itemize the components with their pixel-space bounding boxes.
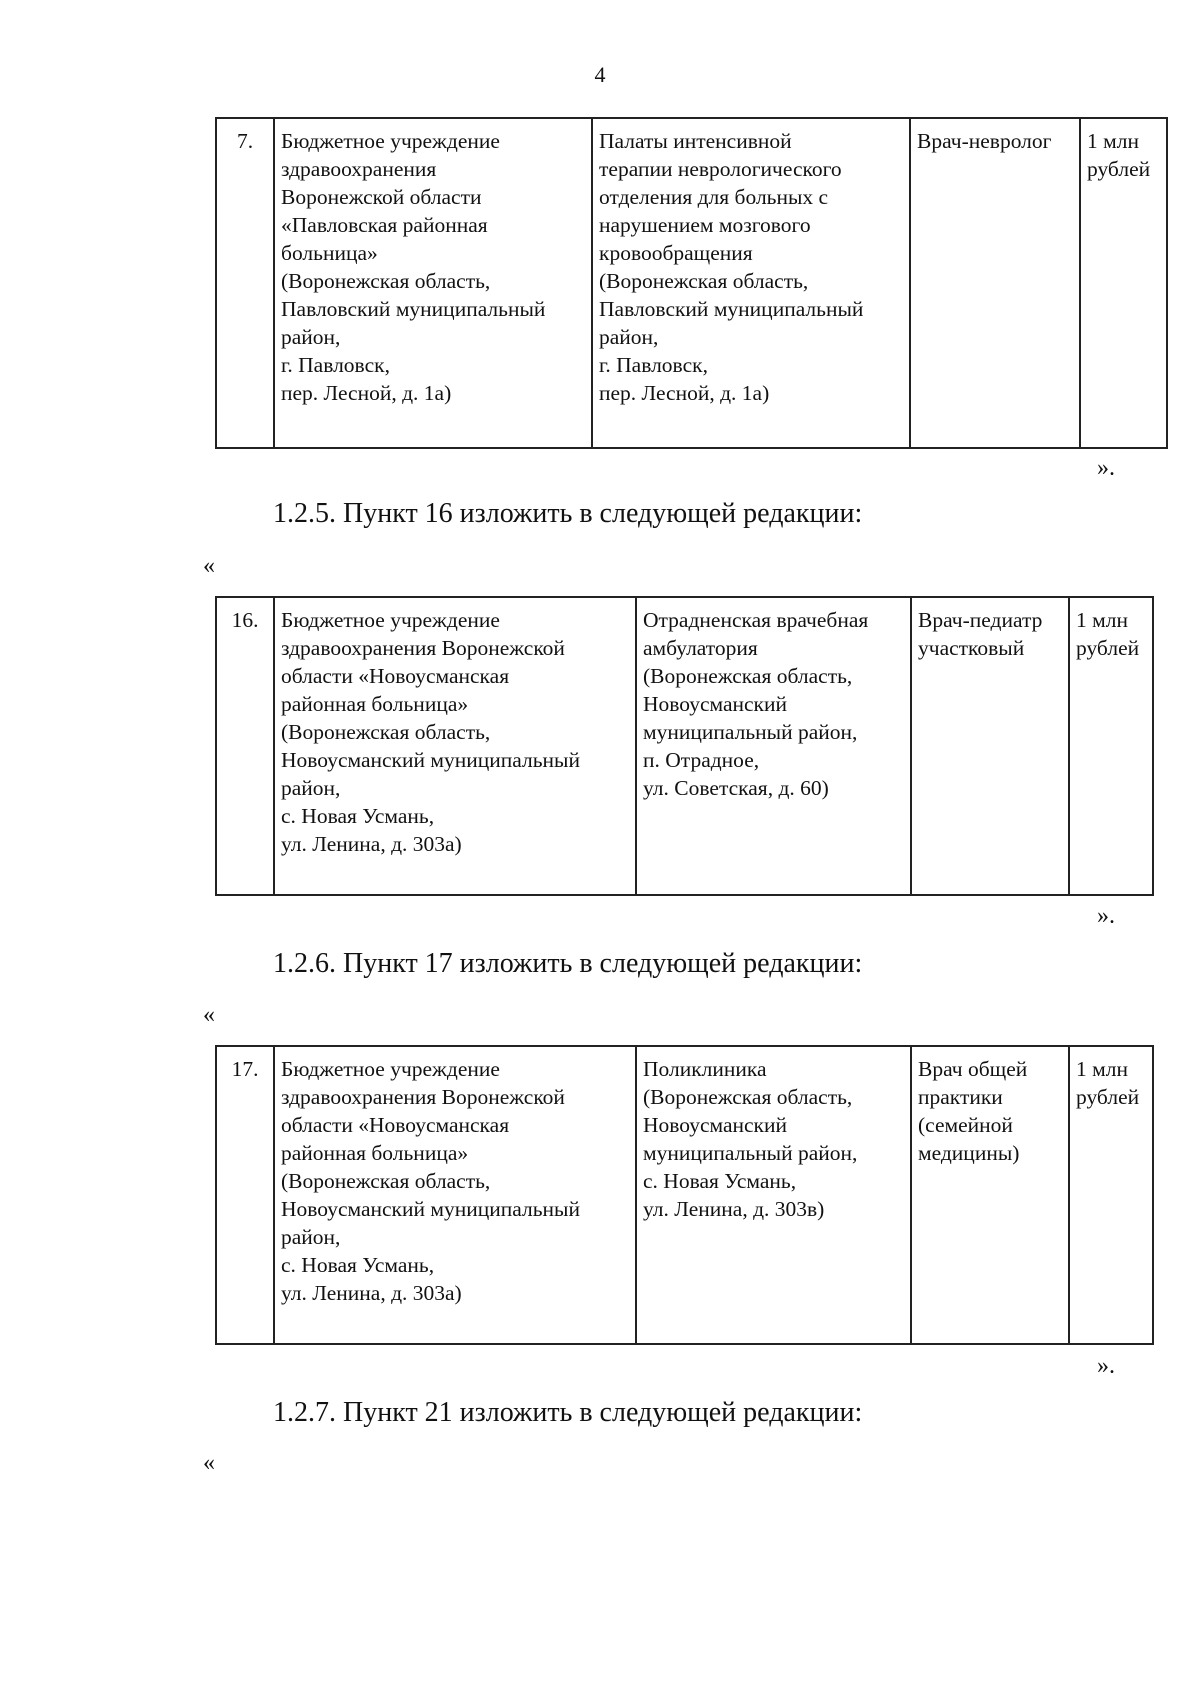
close-quote: ». xyxy=(1097,1353,1115,1379)
table-row xyxy=(216,118,1167,448)
amount-cell: 1 млн рублей xyxy=(1069,597,1153,895)
item-number: 16. xyxy=(216,597,274,895)
position-cell: Врач общей практики (семейной медицины) xyxy=(911,1046,1069,1344)
instruction-item-16: 1.2.5. Пункт 16 изложить в следующей редакции: xyxy=(273,498,863,529)
open-quote: « xyxy=(203,1002,215,1028)
open-quote: « xyxy=(203,553,215,579)
amount-cell: 1 млн рублей xyxy=(1069,1046,1153,1344)
close-quote: ». xyxy=(1097,903,1115,929)
institution-cell: Бюджетное учреждение здравоохранения Воронежской области «Новоусманская районная больница» (Воронежская область, Новоусманский муниципальный район, с. Новая Усмань, ул. Ленина, д. 303а) xyxy=(274,597,636,895)
unit-cell: Отрадненская врачебная амбулатория (Воронежская область, Новоусманский муниципальный район, п. Отрадное, ул. Советская, д. 60) xyxy=(636,597,911,895)
amount-cell: 1 млн рублей xyxy=(1080,118,1167,448)
table-item-16 xyxy=(215,596,1154,896)
item-number: 17. xyxy=(216,1046,274,1344)
table-row xyxy=(216,597,1153,895)
institution-cell: Бюджетное учреждение здравоохранения Воронежской области «Павловская районная больница» (Воронежская область, Павловский муниципальный район, г. Павловск, пер. Лесной, д. 1а) xyxy=(274,118,592,448)
table-row xyxy=(216,1046,1153,1344)
item-number: 7. xyxy=(216,118,274,448)
unit-cell: Палаты интенсивной терапии неврологического отделения для больных с нарушением мозгового кровообращения (Воронежская область, Павловский муниципальный район, г. Павловск, пер. Лесной, д. 1а) xyxy=(592,118,910,448)
open-quote: « xyxy=(203,1450,215,1476)
table-item-17 xyxy=(215,1045,1154,1345)
table-item-7 xyxy=(215,117,1168,449)
institution-cell: Бюджетное учреждение здравоохранения Воронежской области «Новоусманская районная больница» (Воронежская область, Новоусманский муниципальный район, с. Новая Усмань, ул. Ленина, д. 303а) xyxy=(274,1046,636,1344)
instruction-item-17: 1.2.6. Пункт 17 изложить в следующей редакции: xyxy=(273,948,863,979)
page-number: 4 xyxy=(594,62,606,87)
unit-cell: Поликлиника (Воронежская область, Новоусманский муниципальный район, с. Новая Усмань, ул. Ленина, д. 303в) xyxy=(636,1046,911,1344)
instruction-item-21: 1.2.7. Пункт 21 изложить в следующей редакции: xyxy=(273,1397,863,1428)
position-cell: Врач-невролог xyxy=(910,118,1080,448)
position-cell: Врач-педиатр участковый xyxy=(911,597,1069,895)
close-quote: ». xyxy=(1097,455,1115,481)
